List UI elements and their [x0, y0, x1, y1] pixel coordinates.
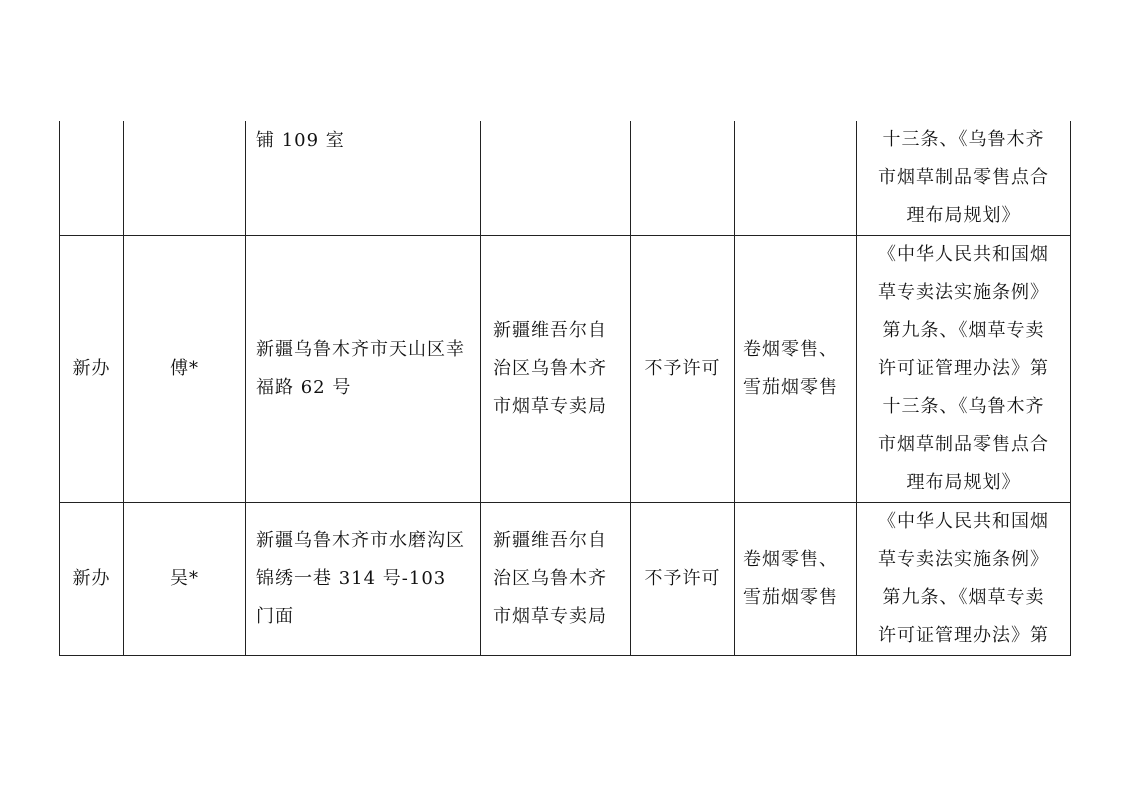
address-cell: 新疆乌鲁木齐市天山区幸福路 62 号 [246, 236, 481, 503]
permit-table [59, 121, 1071, 656]
table-row [60, 503, 1071, 656]
org-cell [481, 121, 631, 236]
decision-cell [631, 121, 735, 236]
decision-cell: 不予许可 [631, 503, 735, 656]
name-cell [124, 121, 246, 236]
basis-cell [857, 121, 1071, 236]
basis-line: 十三条、《乌鲁木齐 [882, 396, 1045, 417]
table-row [60, 121, 1071, 236]
basis-line: 十三条、《乌鲁木齐 [882, 129, 1045, 150]
basis-line: 许可证管理办法》第 [878, 358, 1049, 379]
name-cell: 吴* [124, 503, 246, 656]
table-row [60, 236, 1071, 503]
scope-cell [735, 121, 857, 236]
basis-line: 理布局规划》 [906, 472, 1021, 493]
basis-line: 第九条、《烟草专卖 [882, 320, 1045, 341]
address-cell: 新疆乌鲁木齐市水磨沟区锦绣一巷 314 号-103 门面 [246, 503, 481, 656]
basis-line: 市烟草制品零售点合 [878, 167, 1049, 188]
basis-line: 市烟草制品零售点合 [878, 434, 1049, 455]
basis-line: 理布局规划》 [906, 205, 1021, 226]
basis-cell [857, 236, 1071, 503]
basis-line: 草专卖法实施条例》 [878, 549, 1049, 570]
basis-line: 第九条、《烟草专卖 [882, 587, 1045, 608]
address-cell: 铺 109 室 [246, 121, 481, 236]
basis-cell [857, 503, 1071, 656]
basis-line: 许可证管理办法》第 [878, 625, 1049, 646]
basis-line: 《中华人民共和国烟 [878, 511, 1049, 532]
basis-line: 《中华人民共和国烟 [878, 244, 1049, 265]
name-cell: 傅* [124, 236, 246, 503]
org-cell: 新疆维吾尔自治区乌鲁木齐市烟草专卖局 [481, 236, 631, 503]
type-cell: 新办 [60, 236, 124, 503]
decision-cell: 不予许可 [631, 236, 735, 503]
scope-cell: 卷烟零售、雪茄烟零售 [735, 503, 857, 656]
scope-cell: 卷烟零售、雪茄烟零售 [735, 236, 857, 503]
type-cell: 新办 [60, 503, 124, 656]
type-cell [60, 121, 124, 236]
basis-line: 草专卖法实施条例》 [878, 282, 1049, 303]
org-cell: 新疆维吾尔自治区乌鲁木齐市烟草专卖局 [481, 503, 631, 656]
